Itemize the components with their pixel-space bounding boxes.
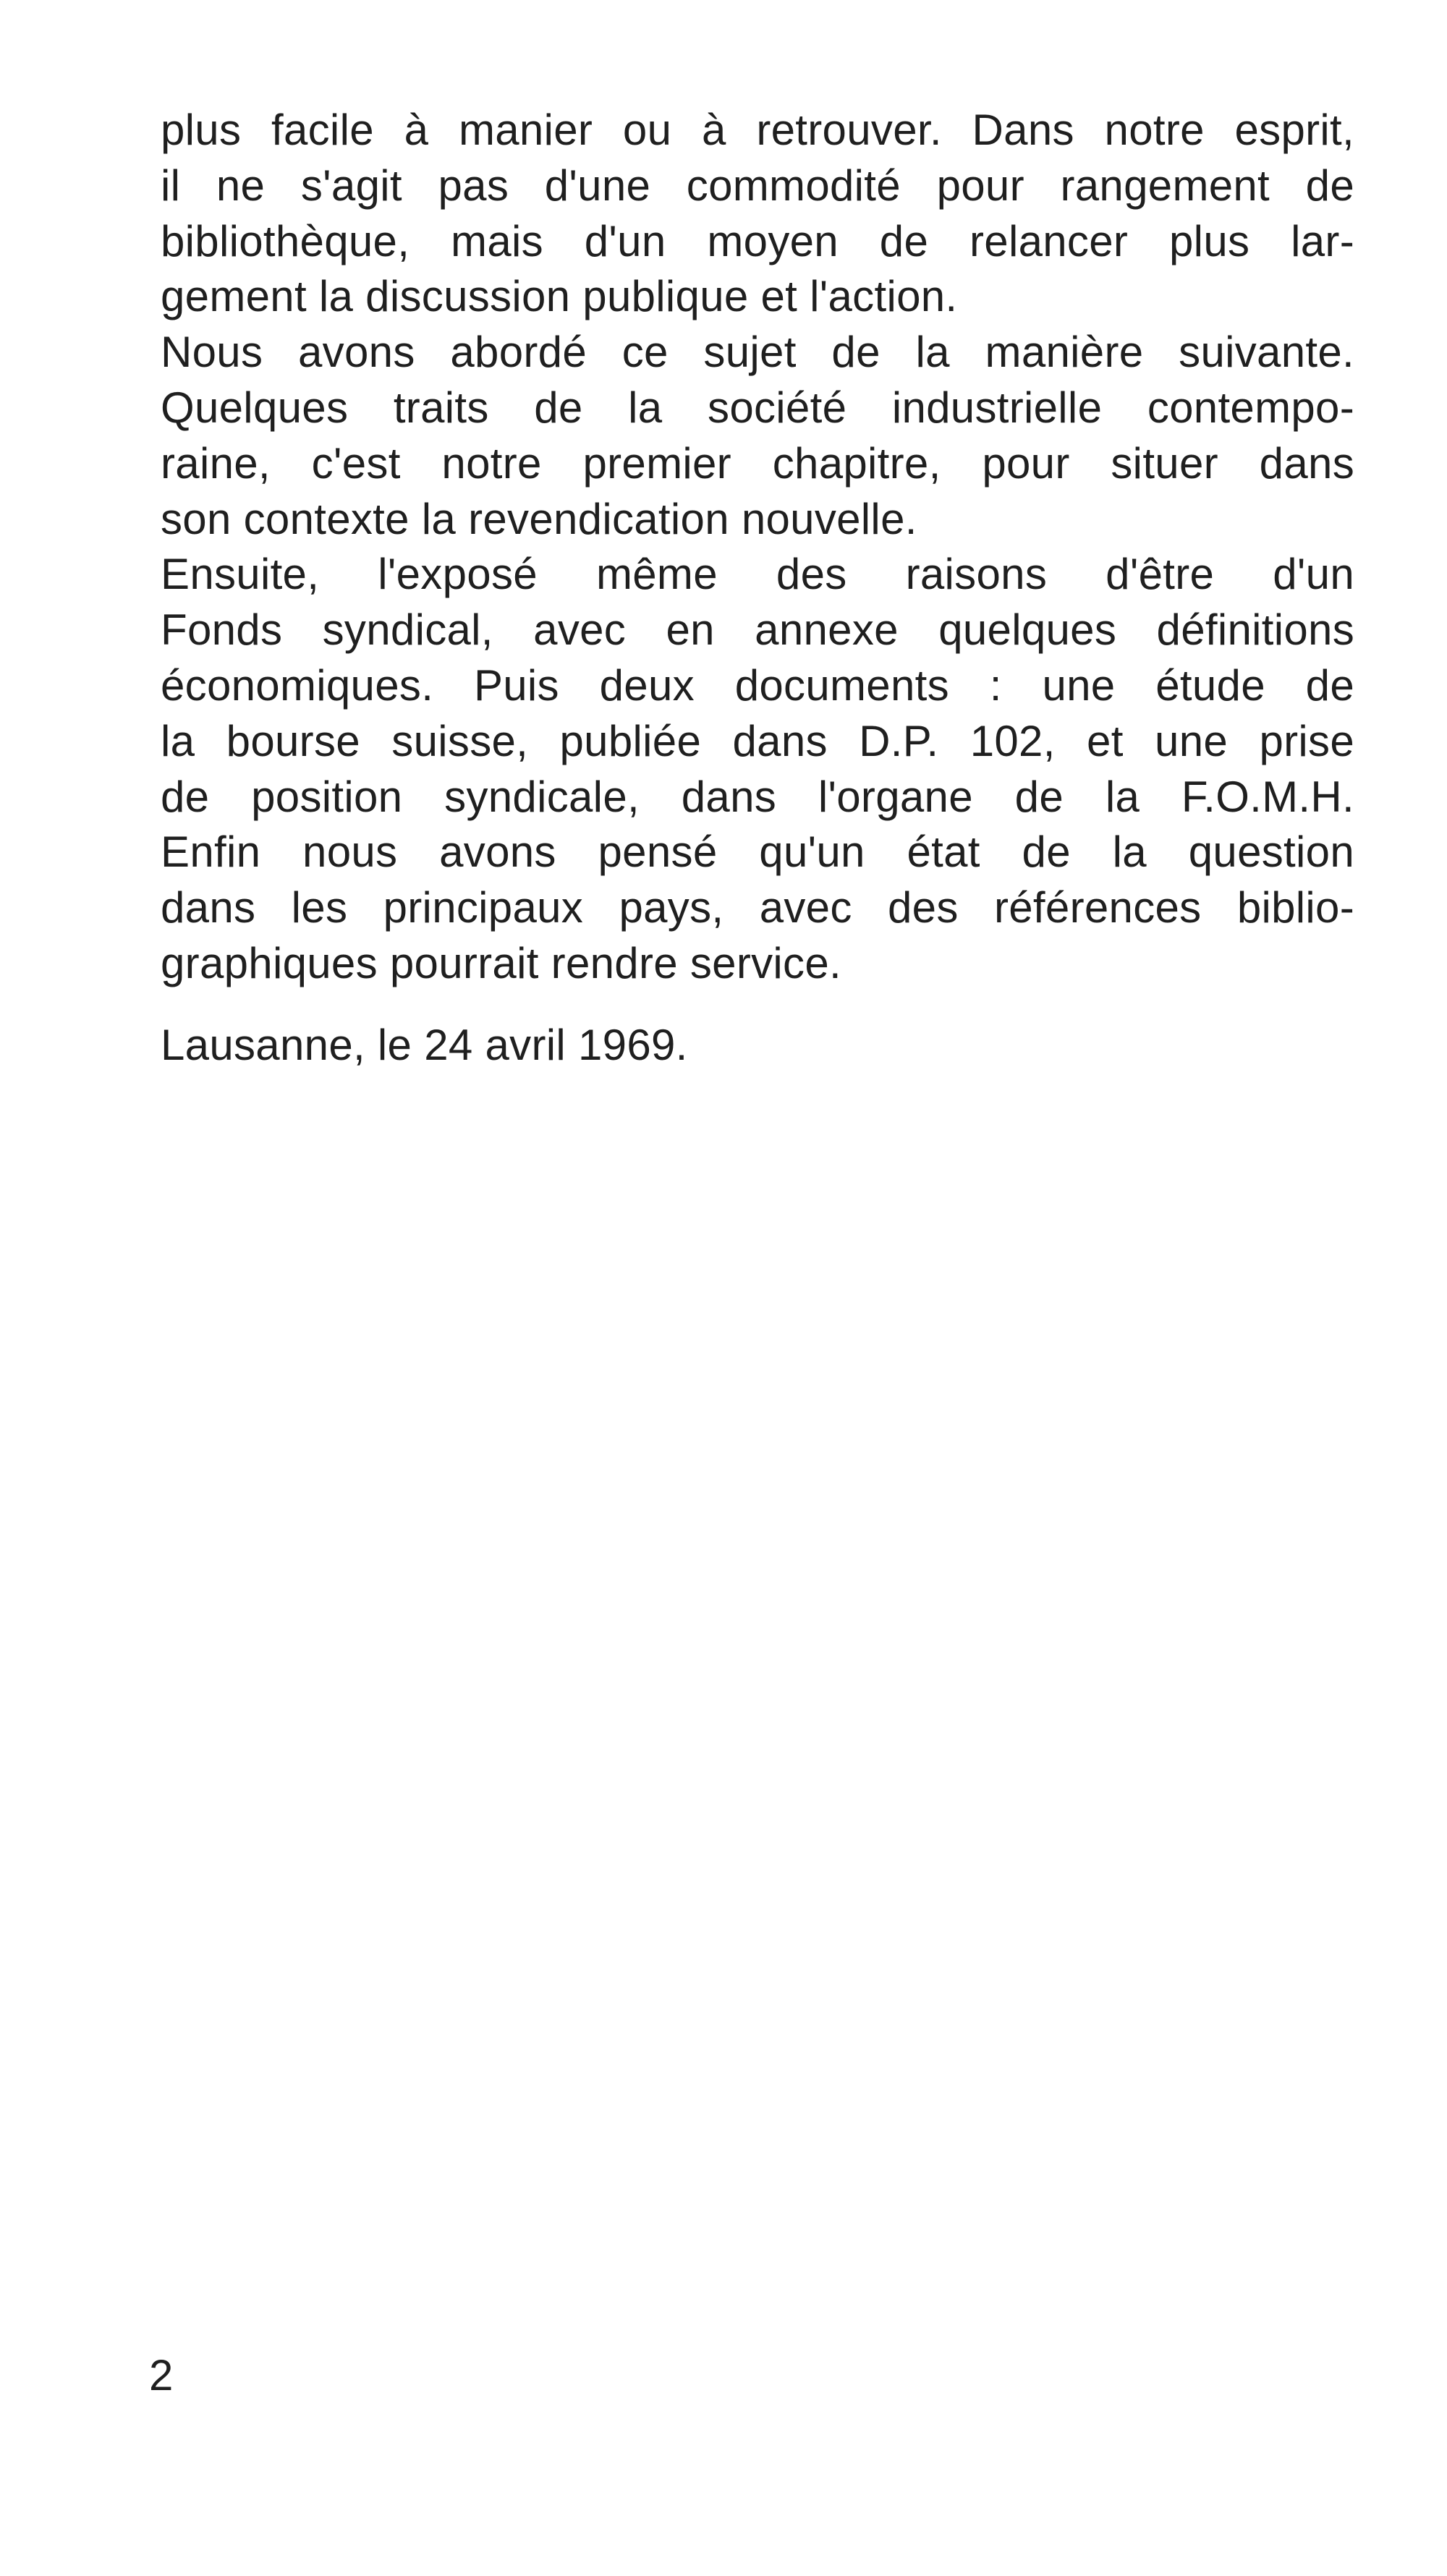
text-line: raine, c'est notre premier chapitre, pour situer dans	[161, 438, 1354, 488]
text-line: il ne s'agit pas d'une commodité pour rangement de	[161, 161, 1354, 210]
text-line: Ensuite, l'exposé même des raisons d'être d'un	[161, 550, 1354, 599]
text-line: graphiques pourrait rendre service.	[161, 938, 841, 987]
paragraph-approach	[161, 325, 1354, 547]
text-line: économiques. Puis deux documents : une étude de	[161, 660, 1354, 710]
text-line: son contexte la revendication nouvelle.	[161, 494, 917, 543]
paragraph-intro	[161, 103, 1354, 325]
body-text	[161, 103, 1354, 992]
text-line: Enfin nous avons pensé qu'un état de la question	[161, 828, 1354, 877]
text-line: gement la discussion publique et l'action.	[161, 272, 958, 321]
paragraph-contents	[161, 547, 1354, 991]
text-line: Nous avons abordé ce sujet de la manière suivante.	[161, 328, 1354, 377]
text-line: bibliothèque, mais d'un moyen de relancer plus lar-	[161, 216, 1354, 265]
text-line: Quelques traits de la société industrielle contempo-	[161, 383, 1354, 432]
text-line: Fonds syndical, avec en annexe quelques définitions	[161, 605, 1354, 655]
text-line: plus facile à manier ou à retrouver. Dans notre esprit,	[161, 106, 1354, 154]
text-line: dans les principaux pays, avec des références biblio-	[161, 883, 1354, 932]
page-number: 2	[149, 2351, 174, 2399]
text-line: de position syndicale, dans l'organe de la F.O.M.H.	[161, 772, 1354, 821]
date-line: Lausanne, le 24 avril 1969.	[161, 1021, 688, 1069]
text-line: la bourse suisse, publiée dans D.P. 102, et une prise	[161, 716, 1354, 765]
